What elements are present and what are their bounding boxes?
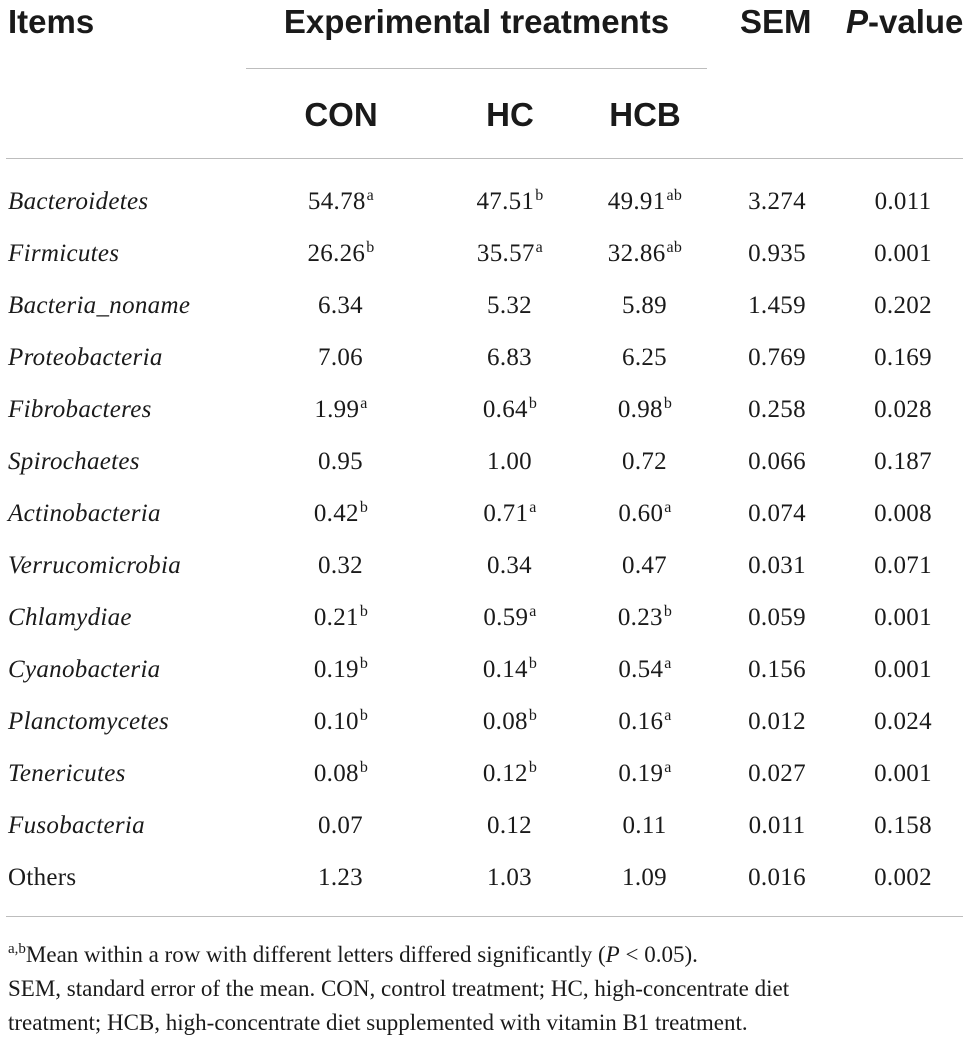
table-row — [0, 228, 969, 280]
row-hcb: 0.72 — [622, 448, 667, 475]
header-items: Items — [8, 3, 95, 40]
header-hc: HC — [486, 96, 534, 133]
row-p-value: 0.071 — [874, 552, 932, 579]
table-row — [0, 540, 969, 592]
row-hc: 0.34 — [487, 552, 532, 579]
row-hc: 0.14$^b$ — [482, 655, 538, 683]
row-sem: 0.012 — [748, 708, 806, 735]
row-sem: 0.027 — [748, 760, 806, 787]
table-row — [0, 592, 969, 644]
table-row — [0, 696, 969, 748]
row-hcb: 0.54$^a$ — [618, 655, 672, 683]
row-item: Firmicutes — [8, 240, 120, 267]
row-sem: 0.935 — [748, 240, 806, 267]
row-p-value: 0.169 — [874, 344, 932, 371]
table-row — [0, 176, 969, 228]
table-row — [0, 644, 969, 696]
row-con: 54.78$^a$ — [307, 187, 375, 215]
row-p-value: 0.001 — [874, 240, 932, 267]
row-con: 0.19$^b$ — [313, 655, 369, 683]
table-row — [0, 332, 969, 384]
row-sem: 3.274 — [748, 188, 806, 215]
row-sem: 0.011 — [748, 812, 806, 839]
table-header-rule — [6, 158, 963, 159]
row-item: Verrucomicrobia — [8, 552, 181, 579]
footnote-significance: $^{a,b}$Mean within a row with different letters differed significantly (P < 0.05). — [8, 941, 698, 967]
row-hc: 0.64$^b$ — [482, 395, 538, 423]
footnote-sup: a,b — [8, 941, 26, 957]
row-p-value: 0.187 — [874, 448, 932, 475]
row-hc: 1.00 — [487, 448, 532, 475]
table-row — [0, 800, 969, 852]
row-item: Tenericutes — [8, 760, 126, 787]
row-hc: 0.71$^a$ — [483, 499, 537, 527]
row-sem: 1.459 — [748, 292, 806, 319]
row-hcb: 0.60$^a$ — [618, 499, 672, 527]
header-con: CON — [304, 96, 378, 133]
row-hcb: 0.11 — [622, 812, 667, 839]
row-sem: 0.074 — [748, 500, 806, 527]
header-p-suffix: -value — [868, 3, 964, 40]
row-item: Spirochaetes — [8, 448, 140, 475]
row-p-value: 0.001 — [874, 656, 932, 683]
row-hc: 0.59$^a$ — [483, 603, 537, 631]
row-con: 6.34 — [318, 292, 363, 319]
row-hcb: 0.23$^b$ — [617, 603, 673, 631]
row-p-value: 0.202 — [874, 292, 932, 319]
header-sem: SEM — [740, 3, 812, 40]
row-hcb: 1.09 — [622, 864, 667, 891]
row-item: Chlamydiae — [8, 604, 132, 631]
header-p-value — [846, 2, 963, 42]
table-row — [0, 436, 969, 488]
row-con: 7.06 — [318, 344, 363, 371]
row-sem: 0.156 — [748, 656, 806, 683]
row-item: Fusobacteria — [8, 812, 145, 839]
row-con: 26.26$^b$ — [307, 239, 375, 267]
row-con: 0.08$^b$ — [313, 759, 369, 787]
row-hc: 35.57$^a$ — [476, 239, 544, 267]
header-p-italic: P — [846, 3, 869, 40]
row-con: 1.99$^a$ — [314, 395, 368, 423]
row-p-value: 0.002 — [874, 864, 932, 891]
row-con: 0.21$^b$ — [313, 603, 369, 631]
row-hcb: 5.89 — [622, 292, 667, 319]
table-row — [0, 488, 969, 540]
row-hcb: 6.25 — [622, 344, 667, 371]
row-con: 0.95 — [318, 448, 363, 475]
row-hcb: 0.47 — [622, 552, 667, 579]
row-item: Planctomycetes — [8, 708, 170, 735]
row-p-value: 0.008 — [874, 500, 932, 527]
table-bottom-rule — [6, 916, 963, 917]
header-experimental-treatments: Experimental treatments — [283, 3, 670, 40]
row-item: Proteobacteria — [8, 344, 163, 371]
row-p-value: 0.011 — [874, 188, 932, 215]
row-sem: 0.066 — [748, 448, 806, 475]
row-sem: 0.258 — [748, 396, 806, 423]
row-item: Cyanobacteria — [8, 656, 161, 683]
row-hcb: 49.91$^{ab}$ — [607, 187, 683, 215]
row-hcb: 32.86$^{ab}$ — [607, 239, 683, 267]
row-hc: 0.12 — [487, 812, 532, 839]
table-row — [0, 384, 969, 436]
row-item: Bacteria_noname — [8, 292, 191, 319]
row-hcb: 0.98$^b$ — [617, 395, 673, 423]
row-item: Others — [8, 864, 77, 891]
row-item: Fibrobacteres — [8, 396, 152, 423]
row-hc: 0.12$^b$ — [482, 759, 538, 787]
row-hc: 5.32 — [487, 292, 532, 319]
row-hc: 6.83 — [487, 344, 532, 371]
row-con: 1.23 — [318, 864, 363, 891]
row-hcb: 0.16$^a$ — [618, 707, 672, 735]
row-sem: 0.031 — [748, 552, 806, 579]
row-hc: 0.08$^b$ — [482, 707, 538, 735]
row-con: 0.32 — [318, 552, 363, 579]
table-row — [0, 748, 969, 800]
row-con: 0.10$^b$ — [313, 707, 369, 735]
row-hcb: 0.19$^a$ — [618, 759, 672, 787]
row-item: Actinobacteria — [8, 500, 161, 527]
row-p-value: 0.028 — [874, 396, 932, 423]
row-p-value: 0.024 — [874, 708, 932, 735]
experimental-treatments-rule — [246, 68, 707, 69]
header-hcb: HCB — [609, 96, 681, 133]
row-p-value: 0.001 — [874, 604, 932, 631]
row-hc: 47.51$^b$ — [476, 187, 544, 215]
table-row — [0, 280, 969, 332]
footnote-abbreviations-2: treatment; HCB, high-concentrate diet supplemented with vitamin B1 treatment. — [8, 1010, 748, 1035]
row-p-value: 0.001 — [874, 760, 932, 787]
row-item: Bacteroidetes — [8, 188, 149, 215]
row-p-value: 0.158 — [874, 812, 932, 839]
footnote-abbreviations-1: SEM, standard error of the mean. CON, control treatment; HC, high-concentrate diet — [8, 976, 790, 1001]
row-con: 0.07 — [318, 812, 363, 839]
row-con: 0.42$^b$ — [313, 499, 369, 527]
row-sem: 0.016 — [748, 864, 806, 891]
table-row — [0, 852, 969, 904]
row-hc: 1.03 — [487, 864, 532, 891]
row-sem: 0.769 — [748, 344, 806, 371]
row-sem: 0.059 — [748, 604, 806, 631]
